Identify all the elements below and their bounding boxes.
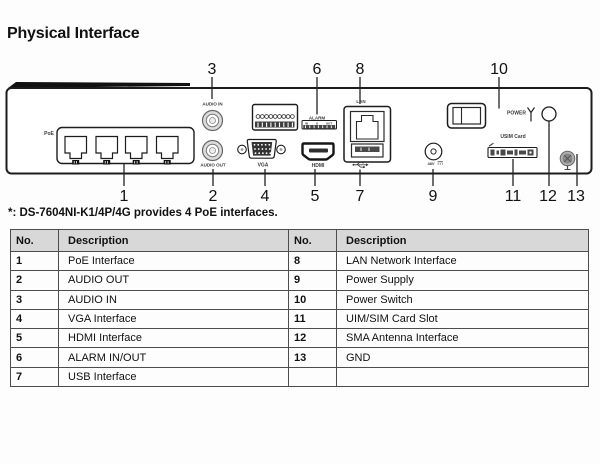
callout-number-2: 2	[208, 188, 218, 205]
table-row	[11, 290, 589, 309]
table-row	[11, 252, 589, 271]
poe-label: PoE	[44, 131, 54, 137]
no-cell: 6	[11, 348, 59, 367]
callout-number-12: 12	[539, 188, 557, 205]
hdmi-label: HDMI	[311, 163, 325, 169]
no-cell: 8	[289, 252, 337, 271]
sma-antenna-connector	[542, 107, 556, 121]
col-header-desc-left: Description	[59, 230, 289, 252]
no-cell: 2	[11, 271, 59, 290]
alarm-label: ALARM	[308, 115, 326, 121]
audio-in-connector	[202, 102, 222, 131]
description-cell: Power Switch	[337, 290, 589, 309]
description-cell: PoE Interface	[59, 252, 289, 271]
power-supply-label: 48V	[427, 161, 435, 166]
table-header-row	[11, 230, 589, 252]
col-header-no-left: No.	[11, 230, 59, 252]
description-cell	[337, 367, 589, 386]
callout-number-6: 6	[312, 61, 322, 78]
vga-label: VGA	[257, 162, 269, 169]
callout-number-8: 8	[355, 61, 365, 78]
description-cell: Power Supply	[337, 271, 589, 290]
no-cell: 11	[289, 309, 337, 328]
callout-number-9: 9	[428, 188, 438, 205]
alarm-in-label: IN	[305, 121, 308, 126]
no-cell	[289, 367, 337, 386]
callout-number-3: 3	[207, 61, 217, 78]
table-row	[11, 309, 589, 328]
callout-number-4: 4	[260, 188, 270, 205]
page-title: Physical Interface	[7, 25, 140, 42]
callout-number-11: 11	[504, 188, 522, 205]
callout-number-10: 10	[490, 61, 508, 78]
no-cell: 5	[11, 329, 59, 348]
description-cell: ALARM IN/OUT	[59, 348, 289, 367]
alarm-terminal-block	[253, 105, 298, 131]
rear-panel-diagram	[0, 0, 600, 212]
col-header-desc-right: Description	[337, 230, 589, 252]
table-row	[11, 348, 589, 367]
col-header-no-right: No.	[289, 230, 337, 252]
callout-number-5: 5	[310, 188, 320, 205]
poe-ports-section	[44, 128, 194, 165]
interface-table-wrap	[10, 229, 589, 387]
callout-number-13: 13	[567, 188, 585, 205]
no-cell: 7	[11, 367, 59, 386]
alarm-g-label: G	[315, 121, 319, 126]
description-cell: LAN Network Interface	[337, 252, 589, 271]
power-label: POWER	[507, 110, 526, 117]
no-cell: 4	[11, 309, 59, 328]
description-cell: SMA Antenna Interface	[337, 329, 589, 348]
description-cell: VGA Interface	[59, 309, 289, 328]
poe-note: *: DS-7604NI-K1/4P/4G provides 4 PoE interfaces.	[8, 207, 278, 219]
no-cell: 12	[289, 329, 337, 348]
no-cell: 1	[11, 252, 59, 271]
interface-table	[10, 229, 589, 387]
lan-port	[344, 99, 391, 168]
description-cell: UIM/SIM Card Slot	[337, 309, 589, 328]
no-cell: 10	[289, 290, 337, 309]
lan-label: LAN	[356, 98, 366, 104]
audio-in-label: AUDIO IN	[202, 101, 223, 107]
table-row	[11, 271, 589, 290]
description-cell: AUDIO IN	[59, 290, 289, 309]
description-cell: GND	[337, 348, 589, 367]
description-cell: AUDIO OUT	[59, 271, 289, 290]
table-row	[11, 367, 589, 386]
no-cell: 3	[11, 290, 59, 309]
description-cell: HDMI Interface	[59, 329, 289, 348]
table-row	[11, 329, 589, 348]
alarm-out-label: OUT	[325, 121, 333, 126]
no-cell: 9	[289, 271, 337, 290]
description-cell: USB Interface	[59, 367, 289, 386]
audio-out-label: AUDIO OUT	[200, 162, 226, 168]
callout-number-7: 7	[355, 188, 365, 205]
usim-label: USIM Card	[500, 134, 526, 140]
callout-number-1: 1	[119, 188, 129, 205]
no-cell: 13	[289, 348, 337, 367]
